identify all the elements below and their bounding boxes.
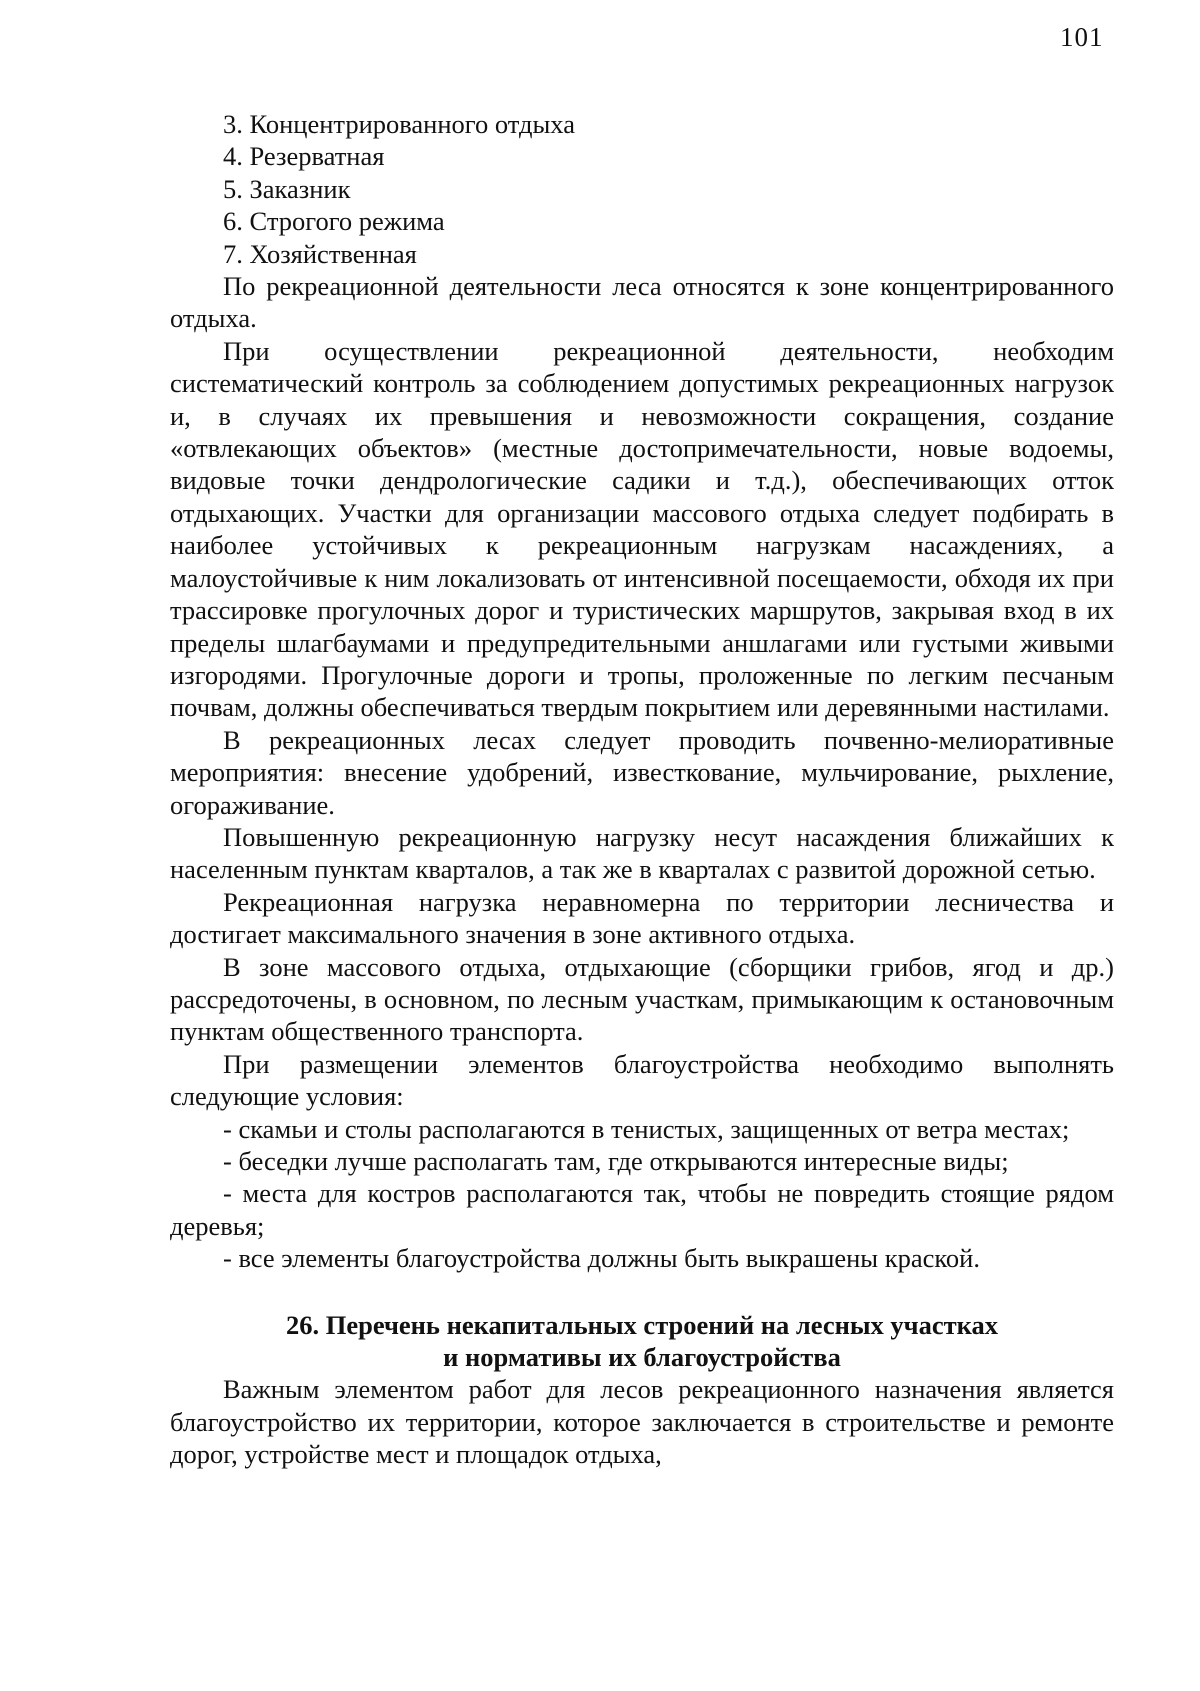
condition-item: - все элементы благоустройства должны быть выкрашены краской. xyxy=(223,1243,980,1274)
condition-item: - скамьи и столы располагаются в тенистых, защищенных от ветра местах; xyxy=(223,1113,1070,1144)
section-heading-line-2: и нормативы их благоустройства xyxy=(443,1342,841,1373)
section-heading xyxy=(170,1309,1114,1374)
list-item: 7. Хозяйственная xyxy=(223,238,417,269)
list-item: 6. Строгого режима xyxy=(223,206,445,237)
zone-list xyxy=(170,108,1114,270)
paragraph-zone-relation: По рекреационной деятельности леса относятся к зоне концентрированного отдыха. xyxy=(170,271,1114,334)
paragraph-recreation-control: При осуществлении рекреационной деятельности, необходим систематический контроль за соблюдением допустимых рекреационных нагрузок и, в случаях их превышения и невозможности сокращения, создание «отвлекающих объектов» (местные достопримечательности, новые водоемы, видовые точки дендрологические садики и т.д.), обеспечивающих отток отдыхающих. Участки для организации массового отдыха следует подбирать в наиболее устойчивых к рекреационным нагрузкам насаждениях, а малоустойчивые к ним локализовать от интенсивной посещаемости, обходя их при трассировке прогулочных дорог и туристических маршрутов, закрывая вход в их пределы шлагбаумами и предупредительными аншлагами или густыми живыми изгородями. Прогулочные дороги и тропы, проложенные по легким песчаным почвам, должны обеспечиваться твердым покрытием или деревянными настилами. xyxy=(170,335,1114,723)
paragraph-increased-load: Повышенную рекреационную нагрузку несут насаждения ближайших к населенным пунктам кварталов, а так же в кварталах с развитой дорожной сетью. xyxy=(170,821,1114,885)
condition-item: - беседки лучше располагать там, где открываются интересные виды; xyxy=(223,1146,1009,1176)
list-item: 5. Заказник xyxy=(223,173,351,204)
paragraph-conditions-intro: При размещении элементов благоустройства необходимо выполнять следующие условия: xyxy=(170,1048,1114,1112)
page-number: 101 xyxy=(1060,22,1104,52)
paragraph-soil-measures: В рекреационных лесах следует проводить почвенно-мелиоративные мероприятия: внесение удобрений, известкование, мульчирование, рыхление, огораживание. xyxy=(170,724,1114,820)
list-item: 4. Резерватная xyxy=(223,141,385,172)
paragraph-section-intro: Важным элементом работ для лесов рекреационного назначения является благоустройство их территории, которое заключается в строительстве и ремонте дорог, устройстве мест и площадок отдыха, xyxy=(170,1374,1114,1470)
page-content xyxy=(170,108,1114,1471)
paragraph-uneven-load: Рекреационная нагрузка неравномерна по территории лесничества и достигает максимального значения в зоне активного отдыха. xyxy=(170,886,1114,950)
paragraph-mass-recreation: В зоне массового отдыха, отдыхающие (сборщики грибов, ягод и др.) рассредоточены, в основном, по лесным участкам, примыкающим к остановочным пунктам общественного транспорта. xyxy=(170,951,1114,1047)
condition-item: - места для костров располагаются так, чтобы не повредить стоящие рядом деревья; xyxy=(170,1178,1114,1241)
list-item: 3. Концентрированного отдыха xyxy=(223,109,575,139)
section-heading-line-1: 26. Перечень некапитальных строений на лесных участках xyxy=(285,1309,999,1340)
